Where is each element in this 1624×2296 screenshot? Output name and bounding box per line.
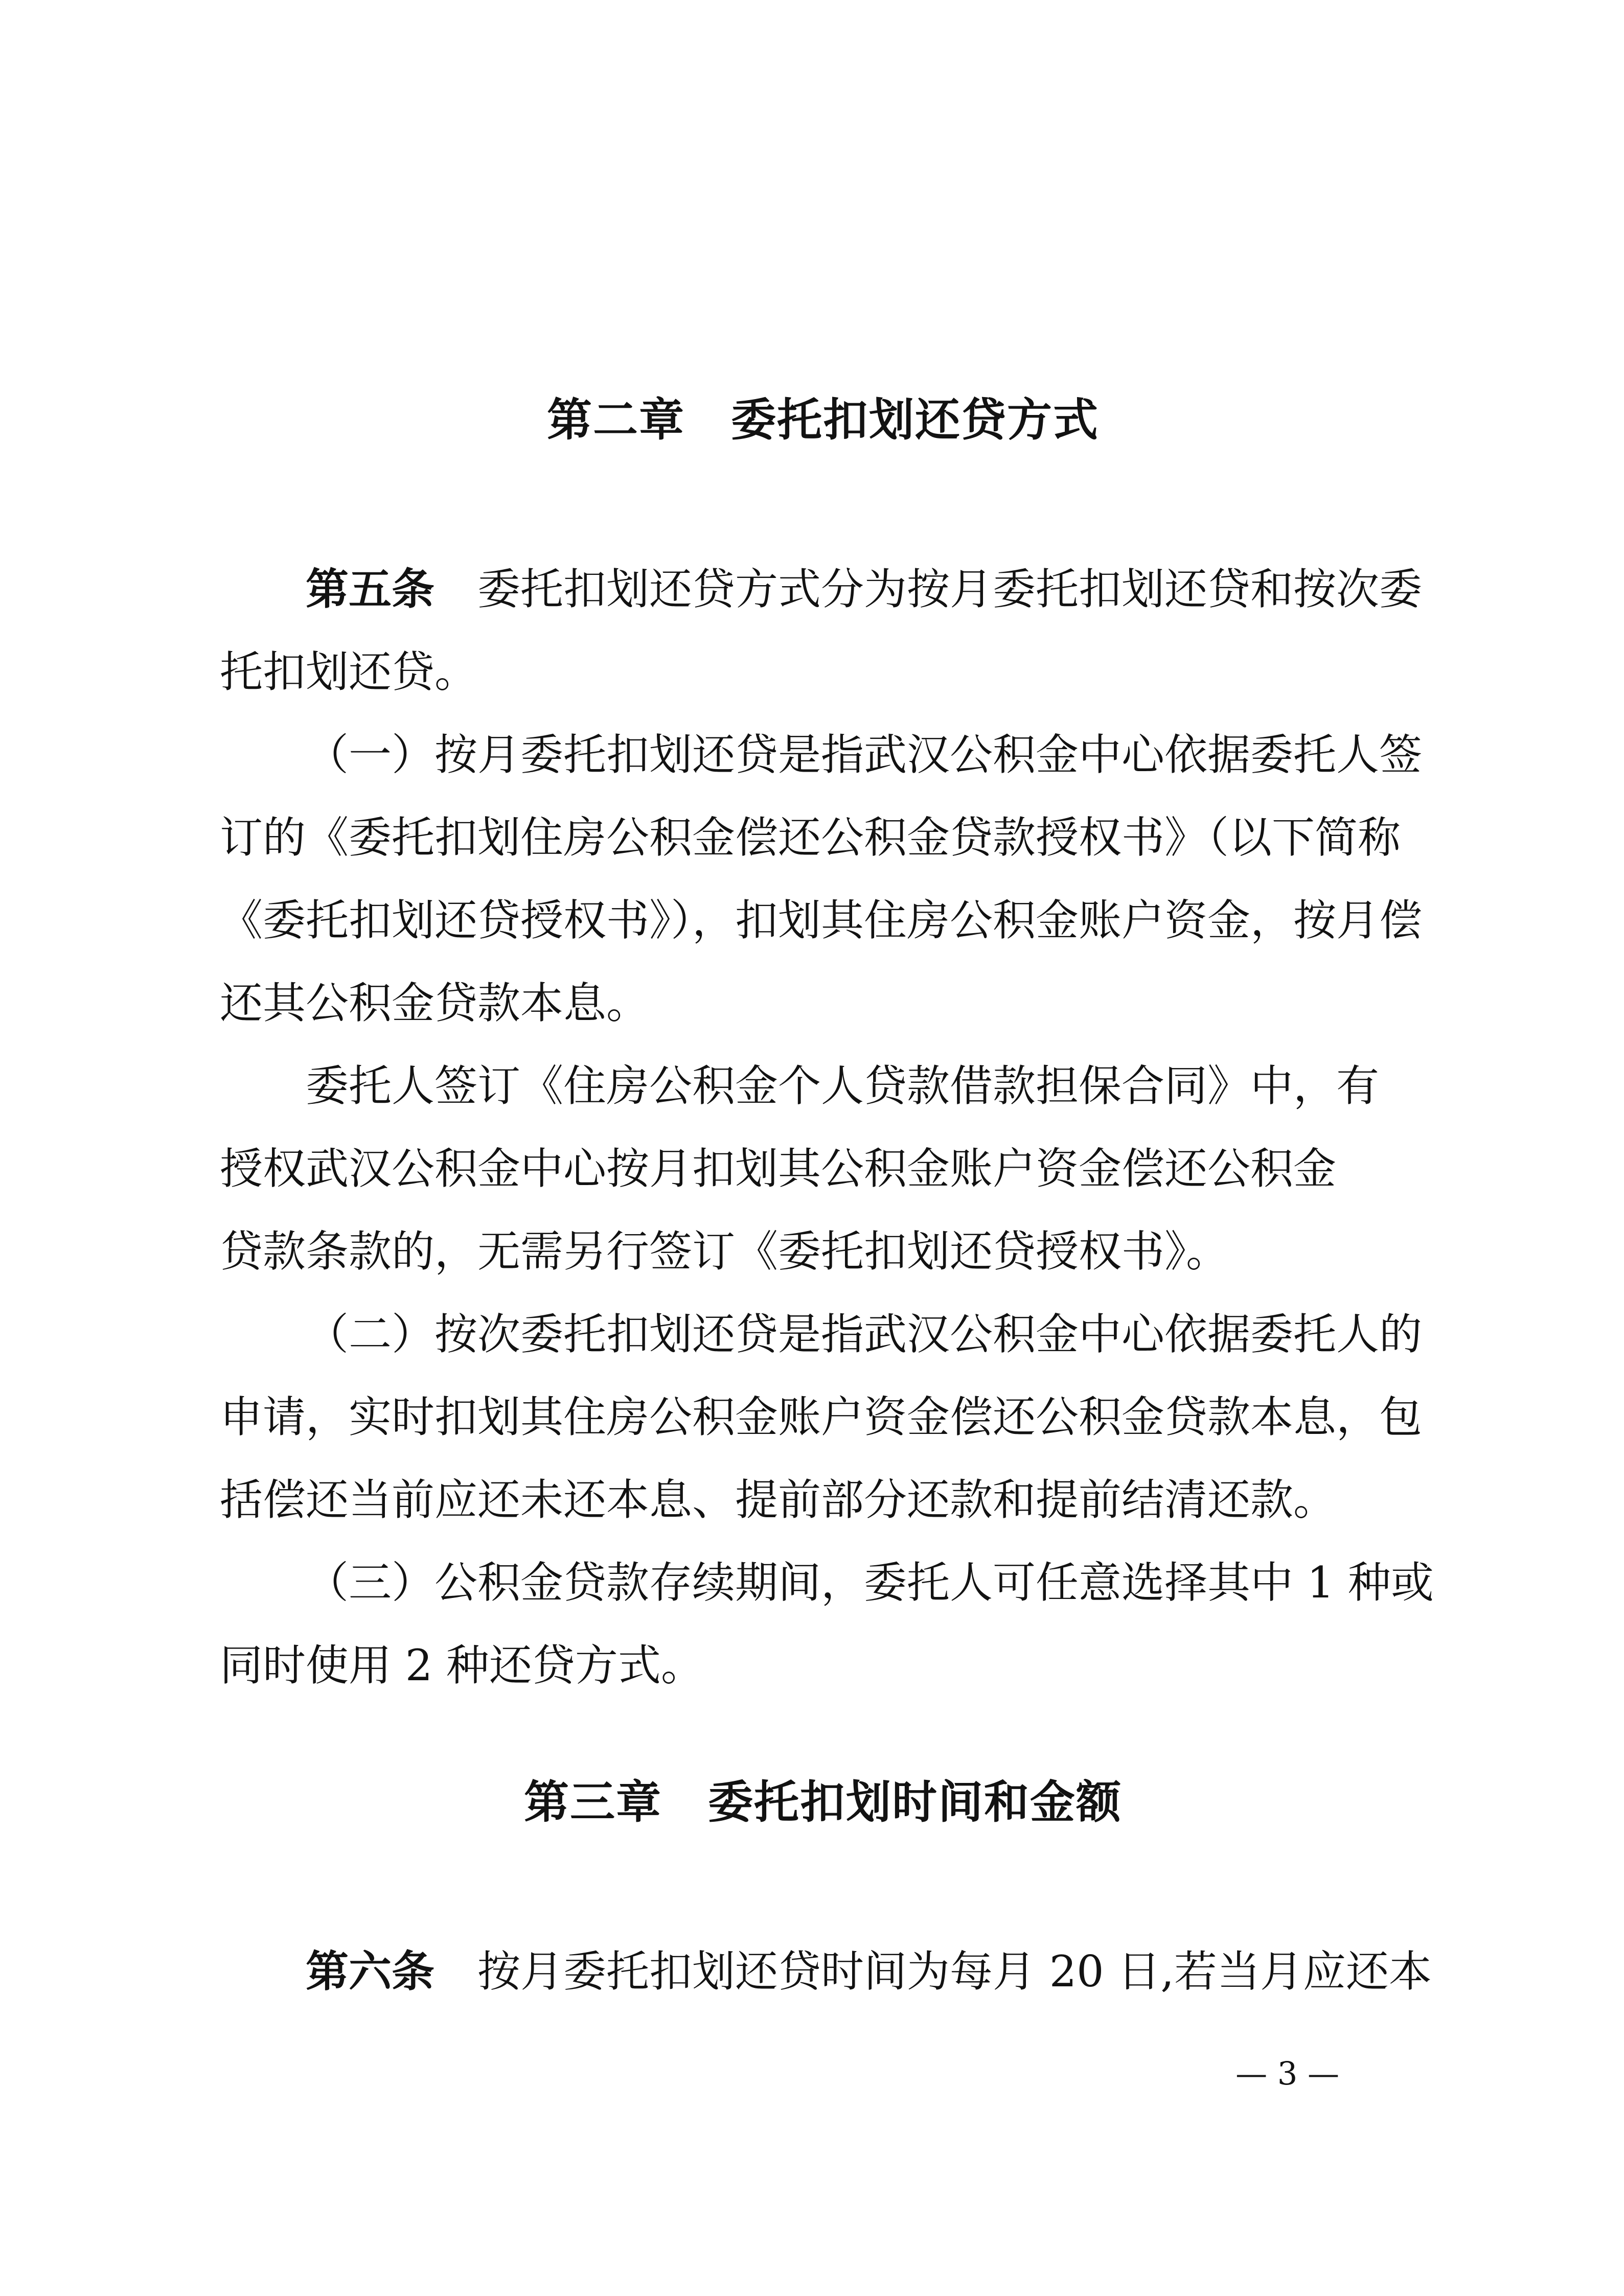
- text-line: [220, 1541, 1434, 1624]
- text-line: [220, 631, 1426, 713]
- body-text: 授权武汉公积金中心按月扣划其公积金账户资金偿还公积金: [220, 1144, 1337, 1194]
- document-body: [220, 389, 1434, 2013]
- body-text: 托扣划还贷。: [220, 647, 478, 697]
- text-line: [220, 548, 1426, 631]
- chapter-heading: 第三章 委托扣划时间和金额: [523, 1776, 1122, 1828]
- body-text: 还其公积金贷款本息。: [220, 978, 650, 1028]
- body-text: 同时使用 2 种还贷方式。: [220, 1640, 704, 1690]
- text-line: [220, 1930, 1432, 2013]
- text-line: [220, 796, 1426, 879]
- article-number: 第五条: [306, 564, 435, 614]
- paragraph: [220, 1541, 1434, 1707]
- text-line: [220, 1045, 1426, 1127]
- text-line: [220, 1624, 1426, 1707]
- page-number: — 3 —: [1236, 2055, 1339, 2092]
- body-text: 委托人签订《住房公积金个人贷款借款担保合同》中，有: [306, 1061, 1380, 1111]
- text-line: [220, 1210, 1426, 1293]
- body-text: （一）按月委托扣划还贷是指武汉公积金中心依据委托人签: [306, 730, 1423, 780]
- body-text: 贷款条款的，无需另行签订《委托扣划还贷授权书》。: [220, 1226, 1229, 1277]
- text-line: [220, 962, 1426, 1045]
- body-text: （二）按次委托扣划还贷是指武汉公积金中心依据委托人的: [306, 1309, 1423, 1359]
- paragraph: [220, 713, 1426, 1045]
- article-number: 第六条: [306, 1946, 435, 1997]
- paragraph: [220, 1293, 1426, 1541]
- text-line: [220, 879, 1426, 962]
- text-line: [220, 1376, 1426, 1458]
- body-text: 订的《委托扣划住房公积金偿还公积金贷款授权书》（以下简称: [220, 813, 1401, 863]
- paragraph: [220, 1045, 1426, 1293]
- text-line: [220, 713, 1426, 796]
- body-text: 申请，实时扣划其住房公积金账户资金偿还公积金贷款本息，包: [220, 1392, 1423, 1442]
- text-line: [220, 1127, 1426, 1210]
- chapter-heading: 第二章 委托扣划还贷方式: [546, 393, 1099, 446]
- body-text: （三）公积金贷款存续期间，委托人可任意选择其中 1 种或: [306, 1558, 1434, 1608]
- text-line: [220, 1458, 1426, 1541]
- paragraph: [220, 548, 1426, 713]
- body-text: 《委托扣划还贷授权书》），扣划其住房公积金账户资金，按月偿: [220, 895, 1423, 945]
- paragraph: [220, 1930, 1432, 2013]
- text-line: [220, 1293, 1426, 1376]
- body-text: 委托扣划还贷方式分为按月委托扣划还贷和按次委: [434, 564, 1423, 614]
- body-text: 括偿还当前应还未还本息、提前部分还款和提前结清还款。: [220, 1475, 1337, 1525]
- body-text: 按月委托扣划还贷时间为每月 20 日,若当月应还本: [434, 1946, 1432, 1997]
